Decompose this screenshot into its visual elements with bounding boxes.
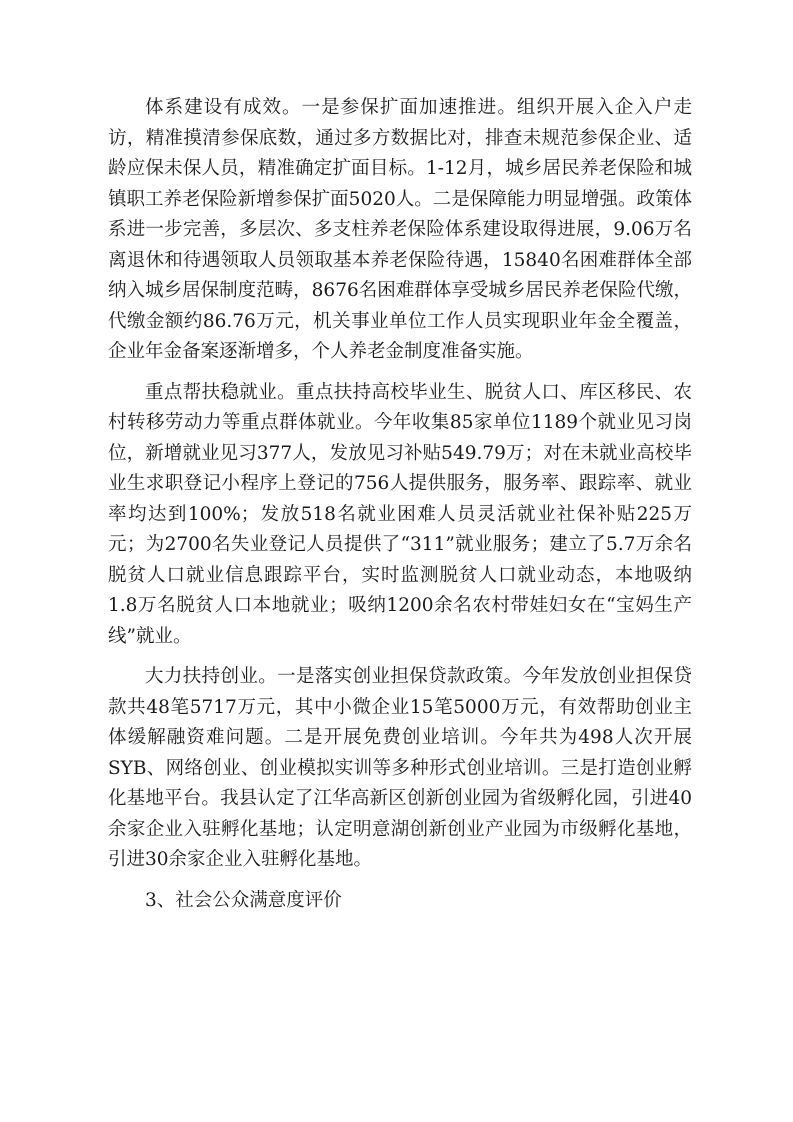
section-heading-satisfaction: 3、社会公众满意度评价 <box>145 889 342 911</box>
document-page <box>108 93 692 926</box>
paragraph-entrepreneurship-support: 大力扶持创业。一是落实创业担保贷款政策。今年发放创业担保贷款共48笔5717万元，其中小微企业15笔5000万元，有效帮助创业主体缓解融资难问题。二是开展免费创业培训。今年共为498人次开展SYB、网络创业、创业模拟实训等多种形式创业培训。三是打造创业孵化基地平台。我县认定了江华高新区创新创业园为省级孵化园，引进40余家企业入驻孵化基地；认定明意湖创新创业产业园为市级孵化基地，引进30余家企业入驻孵化基地。 <box>108 666 692 870</box>
paragraph-employment-support: 重点帮扶稳就业。重点扶持高校毕业生、脱贫人口、库区移民、农村转移劳动力等重点群体就业。今年收集85家单位1189个就业见习岗位，新增就业见习377人，发放见习补贴549.79万；对在未就业高校毕业生求职登记小程序上登记的756人提供服务，服务率、跟踪率、就业率均达到100%；发放518名就业困难人员灵活就业社保补贴225万元；为2700名失业登记人员提供了“311”就业服务；建立了5.7万余名脱贫人口就业信息跟踪平台，实时监测脱贫人口就业动态，本地吸纳1.8万名脱贫人口本地就业；吸纳1200余名农村带娃妇女在“宝妈生产线”就业。 <box>108 381 692 647</box>
paragraph-pension-system: 体系建设有成效。一是参保扩面加速推进。组织开展入企入户走访，精准摸清参保底数，通过多方数据比对，排查未规范参保企业、适龄应保未保人员，精准确定扩面目标。1-12月，城乡居民养老保险和城镇职工养老保险新增参保扩面5020人。二是保障能力明显增强。政策体系进一步完善，多层次、多支柱养老保险体系建设取得进展，9.06万名离退休和待遇领取人员领取基本养老保险待遇，15840名困难群体全部纳入城乡居保制度范畴，8676名困难群体享受城乡居民养老保险代缴，代缴金额约86.76万元，机关事业单位工作人员实现职业年金全覆盖，企业年金备案逐渐增多，个人养老金制度准备实施。 <box>108 97 692 362</box>
